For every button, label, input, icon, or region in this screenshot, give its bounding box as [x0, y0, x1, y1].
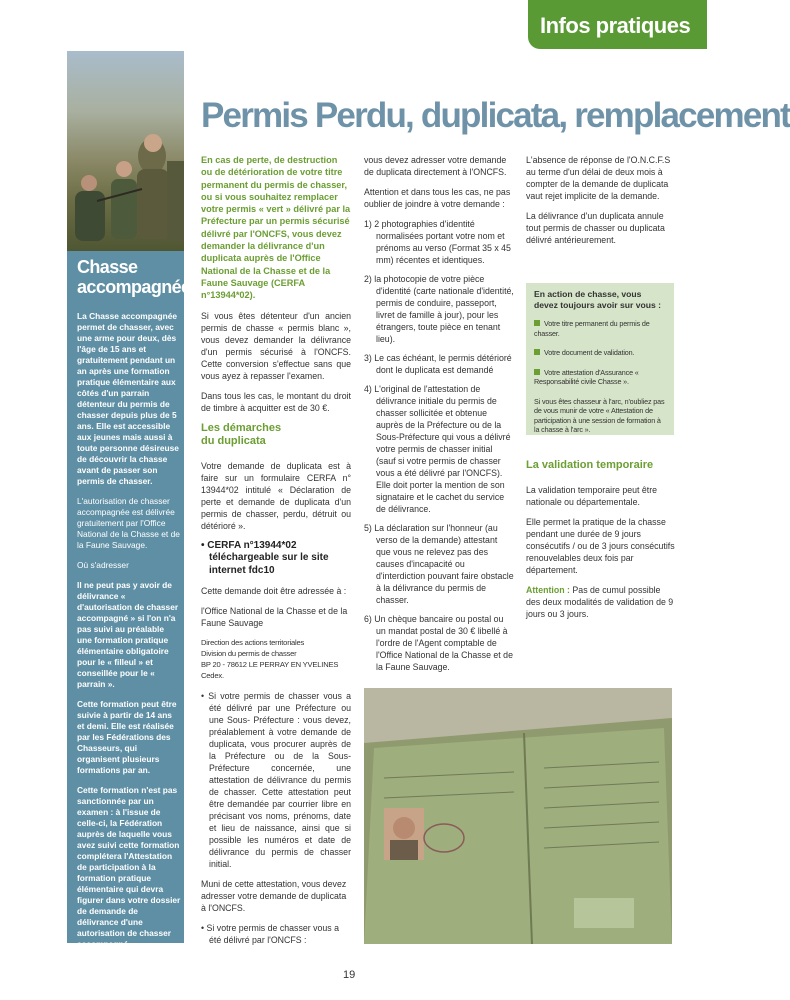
- sidebar-paragraph: Cette formation n'est pas sanctionnée par un examen : à l'issue de celle-ci, la Fédération auprès de laquelle vous avez suivi cette formation complétera l'Attestation de participation à la formation pratique élémentaire qui devra figurer dans votre dossier de demande de délivrance d'une autorisation de chasser accompagné.: [77, 785, 181, 949]
- hunting-permit-photo: [364, 688, 672, 944]
- sidebar-body: [77, 311, 181, 959]
- reminder-item-text: Votre document de validation.: [544, 348, 635, 357]
- paragraph: La délivrance d'un duplicata annule tout permis de chasser ou duplicata délivré antérieurement.: [526, 211, 665, 245]
- list-item: 2) la photocopie de votre pièce d'identité (carte nationale d'identité, permis de conduire, passeport, livret de famille à jour), pour les étrangers, toute pièce en tenant lieu).: [364, 274, 514, 344]
- permit-document-illustration: [364, 688, 672, 944]
- attention-label: Attention :: [526, 585, 570, 595]
- paragraph: La validation temporaire peut être nationale ou départementale.: [526, 485, 658, 507]
- address-line: BP 20 - 78612 LE PERRAY EN YVELINES Cedex.: [201, 660, 339, 681]
- paragraph: Elle permet la pratique de la chasse pendant une durée de 9 jours consécutifs / ou de 3 jours consécutifs renouvelables deux fois par département.: [526, 517, 675, 575]
- paragraph: Si vous êtes détenteur d'un ancien permis de chasse « permis blanc », vous devez demander la délivrance d'un permis sécurisé à l'ONCFS. Cette conversion s'effectue sans que vous ayez à repasser l'examen.: [201, 310, 351, 381]
- postal-address: [201, 637, 351, 681]
- page-title: Permis Perdu, duplicata, remplacement: [201, 96, 790, 135]
- section-heading-line: Les démarches: [201, 421, 282, 434]
- section-heading: [201, 422, 351, 448]
- column-3-bottom: [526, 459, 676, 628]
- reminder-box: [526, 283, 674, 435]
- sidebar-paragraph: L'autorisation de chasser accompagnée est délivrée gratuitement par l'Office National de la Chasse et de la Faune Sauvage.: [77, 496, 180, 550]
- address-line: Division du permis de chasser: [201, 649, 297, 659]
- paragraph: Votre demande de duplicata est à faire sur un formulaire CERFA n° 13944*02 intitulé « Déclaration de perte et demande de duplicata d'un permis de chasser, perdu, détruit ou détérioré ».: [201, 460, 351, 531]
- sidebar: [67, 51, 191, 949]
- reminder-item: [534, 319, 666, 338]
- column-1: [201, 154, 351, 954]
- paragraph: Attention et dans tous les cas, ne pas oublier de joindre à votre demande :: [364, 187, 511, 209]
- list-item: 1) 2 photographies d'identité normalisées portant votre nom et prénoms au verso (Format 35 x 45 mm) récentes et identiques.: [364, 219, 511, 265]
- paragraph: Dans tous les cas, le montant du droit de timbre à acquitter est de 30 €.: [201, 390, 351, 413]
- section-heading: La validation temporaire: [526, 459, 654, 471]
- bullet-paragraph: • Si votre permis de chasser vous a été délivré par l'ONCFS :: [201, 923, 340, 946]
- bullet-paragraph: • Si votre permis de chasser vous a été délivré par une Préfecture ou une Sous- Préfecture : vous devez, préalablement à votre demande de duplicata, vous procurer auprès de la Préfecture ou de la Sous-Préfecture concernée, une attestation de délivrance du permis de chasser. Cette attestation peut être demandée par courrier libre en précisant vos noms, prénoms, date et lieu de naissance, ainsi que si possible les numéros et date de délivrance du permis de chasser initial.: [201, 691, 351, 870]
- paragraph: Muni de cette attestation, vous devez adresser votre demande de duplicata à l'ONCFS.: [201, 879, 347, 914]
- reminder-item: [534, 348, 666, 358]
- paragraph: vous devez adresser votre demande de duplicata directement à l'ONCFS.: [364, 155, 507, 177]
- sidebar-paragraph: Il ne peut pas y avoir de délivrance « d'autorisation de chasser accompagné » si l'on n'a pas suivi au préalable une formation pratique élémentaire obligatoire pour le « filleul » et conseillée pour le « parrain ».: [77, 580, 179, 689]
- hunters-photo: [67, 51, 184, 251]
- sidebar-title: Chasse accompagnée: [77, 257, 191, 297]
- reminder-item-text: Votre titre permanent du permis de chasser.: [534, 319, 650, 338]
- paragraph: l'Office National de la Chasse et de la Faune Sauvage: [201, 606, 348, 629]
- address-line: Direction des actions territoriales: [201, 638, 305, 648]
- required-documents-list: [364, 218, 514, 673]
- hunters-illustration: [67, 51, 184, 251]
- list-item: 6) Un chèque bancaire ou postal ou un mandat postal de 30 € libellé à l'ordre de l'Agent comptable de l'Office National de la Chasse et de la Faune Sauvage.: [364, 614, 513, 672]
- reminder-item: [534, 368, 666, 387]
- reminder-item-text: Votre attestation d'Assurance « Responsabilité civile Chasse ».: [534, 367, 639, 386]
- section-tab: Infos pratiques: [528, 0, 707, 49]
- sidebar-paragraph: Où s'adresser: [77, 560, 129, 570]
- list-item: 5) La déclaration sur l'honneur (au verso de la demande) attestant que vous ne relevez pas des causes d'incapacité ou d'interdiction pouvant faire obstacle à la délivrance du permis de chasser.: [364, 523, 514, 605]
- reminder-box-title: En action de chasse, vous devez toujours avoir sur vous :: [534, 289, 662, 310]
- reminder-note: Si vous êtes chasseur à l'arc, n'oubliez pas de vous munir de votre « Attestation de participation à une session de formation à la chasse à l'arc ».: [534, 396, 665, 434]
- lead-paragraph: En cas de perte, de destruction ou de détérioration de votre titre permanent du permis de chasser, ou si vous souhaitez remplacer votre permis « vert » délivré par la Préfecture par un permis sécurisé délivré par l'ONCFS, vous devez demander la délivrance d'un duplicata auprès de l'Office National de la Chasse et de la Faune Sauvage (CERFA n°13944*02).: [201, 155, 351, 301]
- paragraph: [526, 584, 676, 620]
- sidebar-paragraph: Cette formation peut être suivie à partir de 14 ans et demi. Elle est réalisée par les Fédérations des Chasseurs, qui organisent plusieurs formations par an.: [77, 699, 177, 775]
- square-bullet-icon: [534, 320, 540, 326]
- paragraph: Cette demande doit être adressée à :: [201, 586, 347, 597]
- column-3-top: [526, 154, 676, 254]
- attention-text: Pas de cumul possible des deux modalités de validation de 9 jours ou 3 jours.: [526, 585, 674, 619]
- list-item: 4) L'original de l'attestation de délivrance initiale du permis de chasser sollicitée et obtenue auprès de la Préfecture ou de la Sous-Préfecture qui vous a délivré votre permis de chasser initial (sauf si votre permis de chasser vous a été délivré par l'ONCFS). Elle doit porter la mention de son signataire et le cachet du service de délivrance.: [364, 384, 511, 514]
- paragraph: L'absence de réponse de l'O.N.C.F.S au terme d'un délai de deux mois à compter de la demande de duplicata vaut rejet implicite de la demande.: [526, 155, 671, 201]
- square-bullet-icon: [534, 349, 540, 355]
- square-bullet-icon: [534, 369, 540, 375]
- column-2: [364, 154, 514, 680]
- page-number: 19: [343, 969, 356, 981]
- list-item: 3) Le cas échéant, le permis détérioré dont le duplicata est demandé: [364, 353, 512, 375]
- section-heading-line: du duplicata: [201, 434, 266, 447]
- sidebar-paragraph: La Chasse accompagnée permet de chasser, avec une arme pour deux, dès l'âge de 15 ans et gratuitement pendant un an après une formation pratique élémentaire aux côtés d'un parrain détenteur du permis de chasser depuis plus de 5 ans. Elle est accessible aux jeunes mais aussi à toute personne désireuse de découvrir la chasse avant de passer son permis de chasser.: [77, 311, 179, 486]
- cerfa-download-note: • CERFA n°13944*02 téléchargeable sur le site internet fdc10: [201, 539, 329, 576]
